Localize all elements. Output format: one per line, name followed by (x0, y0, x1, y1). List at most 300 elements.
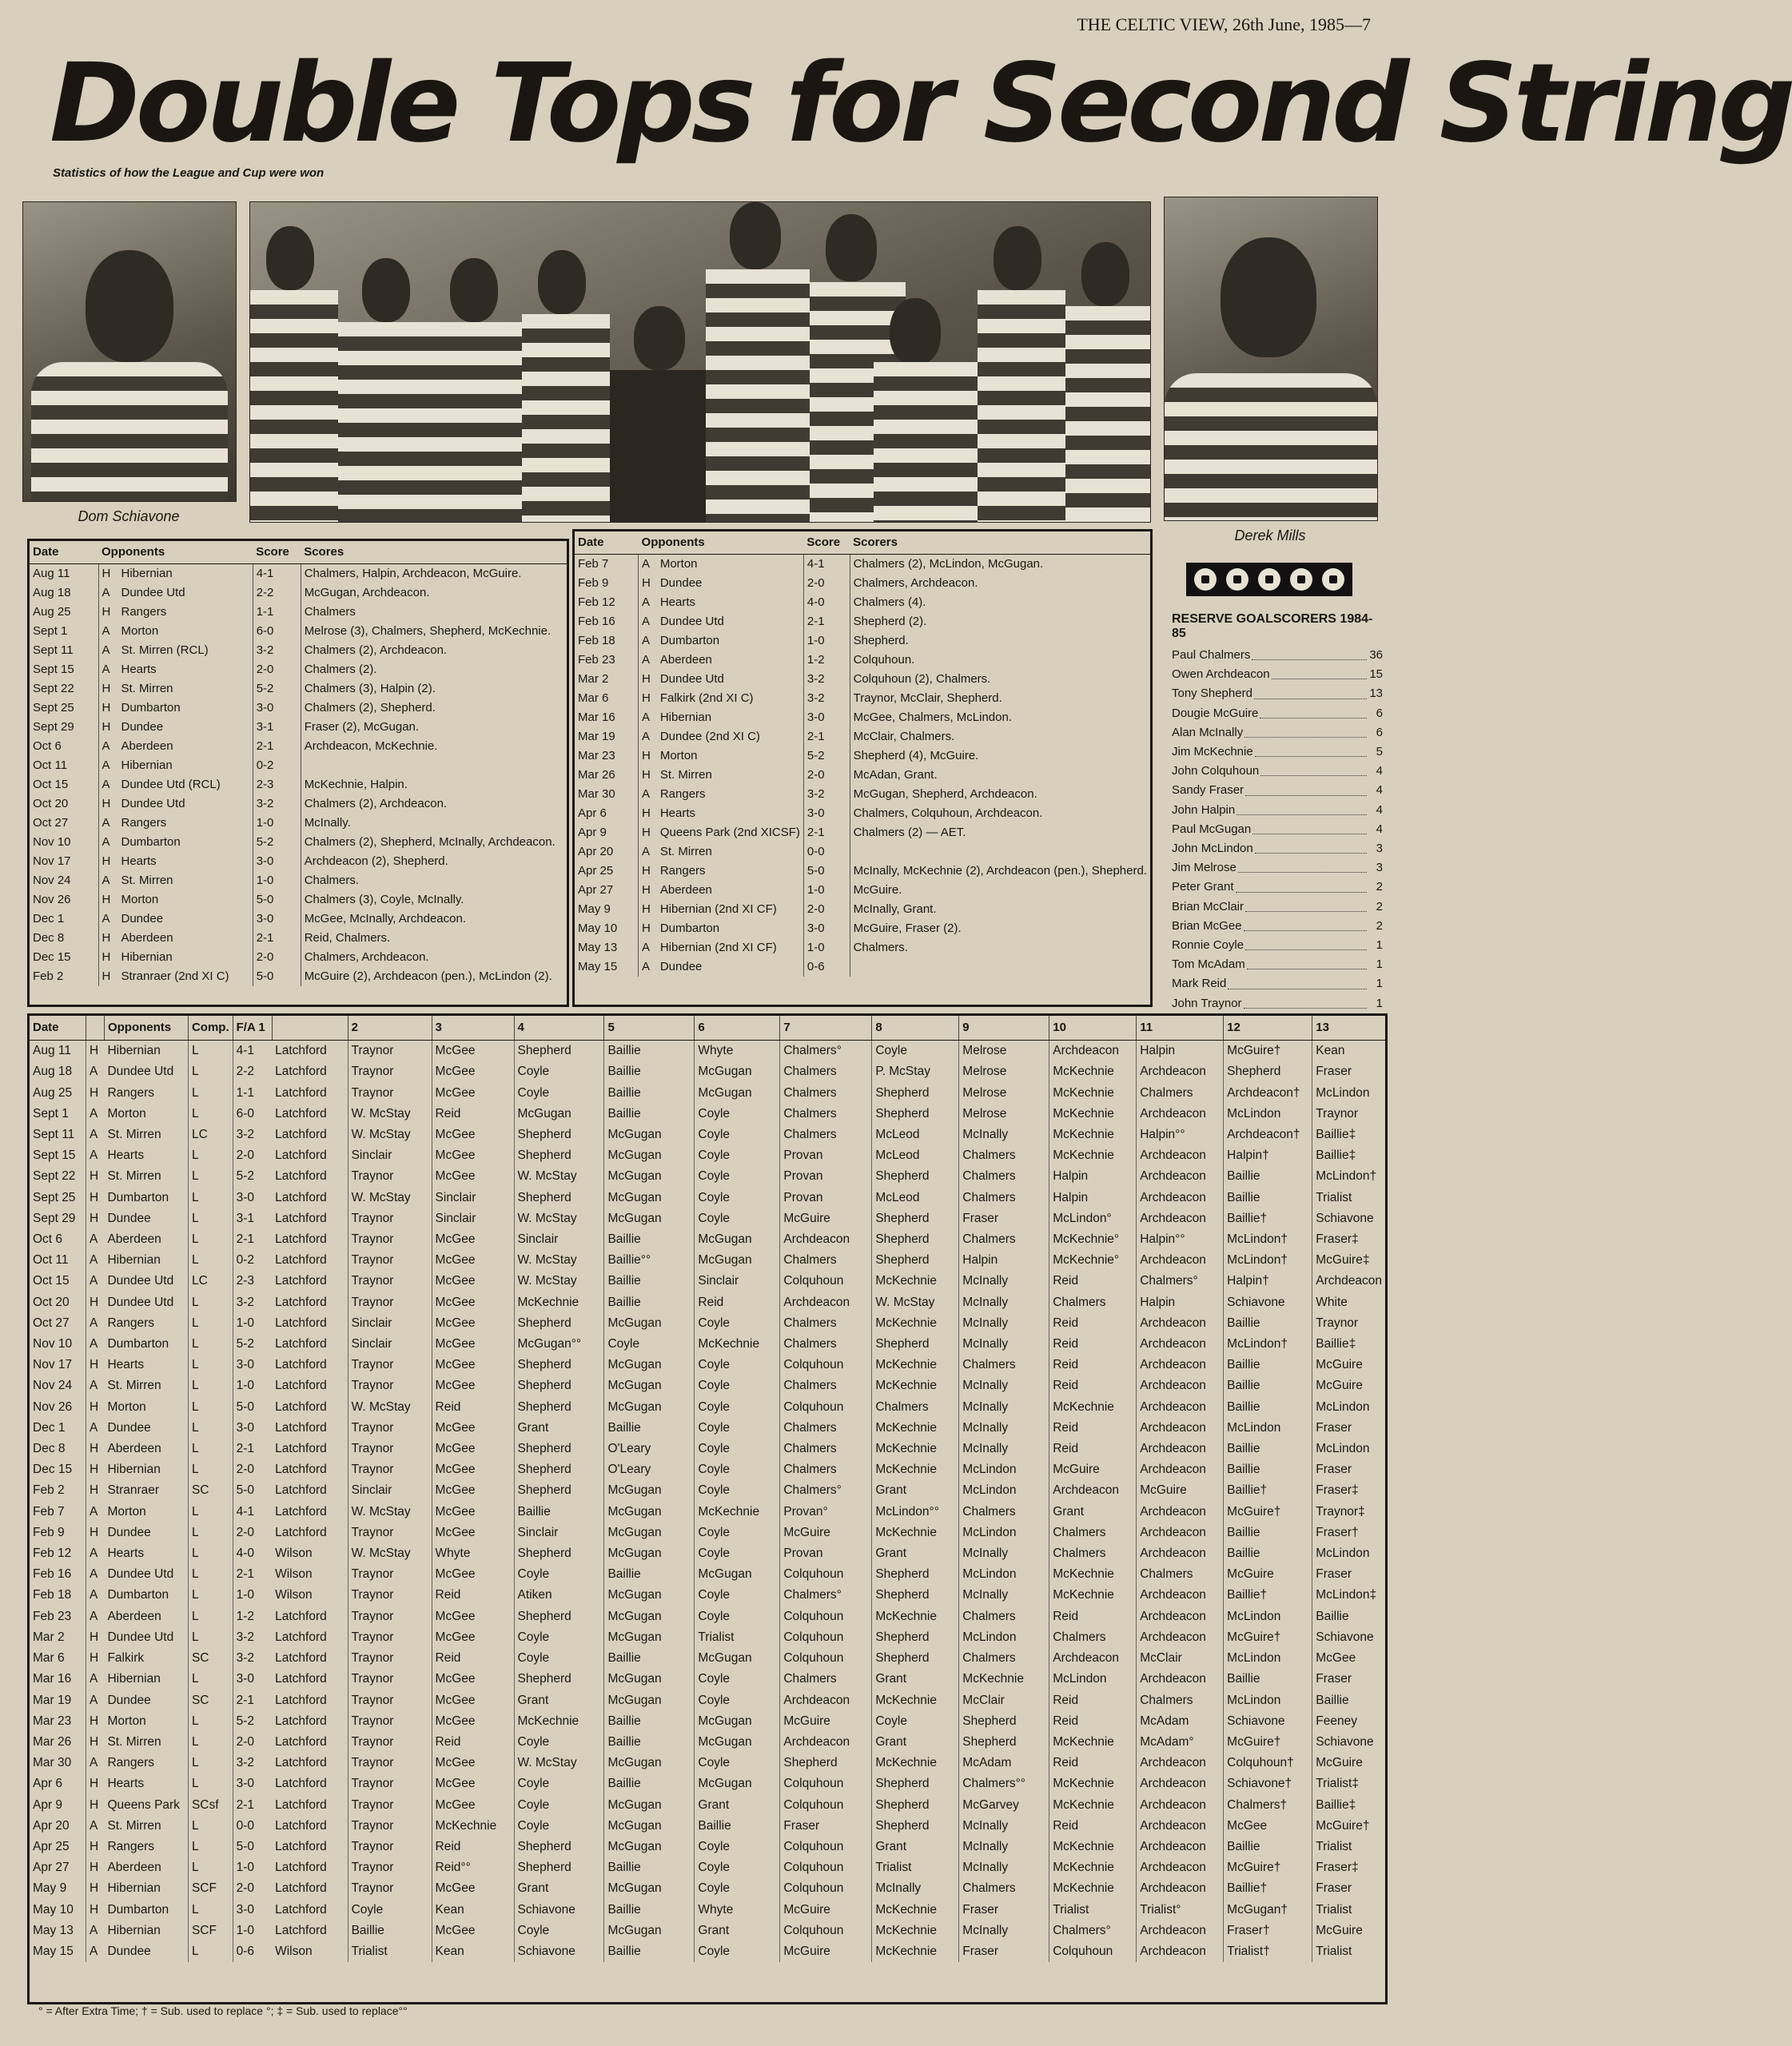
goalscorer-row (1172, 704, 1383, 723)
player-5: Baillie (604, 1900, 695, 1921)
player-5: Baillie (604, 1061, 695, 1082)
substitute-12: Chalmers† (1224, 1795, 1312, 1816)
lineup-row (30, 1837, 1385, 1857)
player-2: Traynor (348, 1837, 432, 1857)
player-4: Coyle (514, 1816, 604, 1837)
leader-dots (1236, 878, 1367, 892)
player-8: Shepherd (872, 1104, 959, 1125)
player-5: McGugan (604, 1355, 695, 1375)
player-4: Grant (514, 1878, 604, 1899)
player-10: McKechnie (1049, 1061, 1137, 1082)
player-9: McInally (959, 1585, 1049, 1606)
player-6: Grant (695, 1921, 780, 1941)
match-date: Apr 6 (578, 806, 607, 820)
opponent: Dumbarton (659, 634, 720, 647)
player-4: Shepherd (514, 1313, 604, 1334)
lineup-row (30, 1502, 1385, 1523)
score: 5-0 (803, 862, 850, 881)
player-2: Traynor (348, 1523, 432, 1543)
player-6: Coyle (695, 1585, 780, 1606)
player-2: Traynor (348, 1418, 432, 1439)
lineup-row (30, 1145, 1385, 1166)
player-10: Reid (1049, 1271, 1137, 1292)
player-10: McKechnie (1049, 1083, 1137, 1104)
venue: A (98, 833, 118, 852)
venue: H (639, 862, 657, 881)
result-row (575, 727, 1150, 746)
player-8: Shepherd (872, 1229, 959, 1250)
match-date: Mar 26 (578, 768, 615, 782)
opponent: Hearts (107, 1777, 145, 1791)
match-date: May 9 (33, 1881, 67, 1896)
venue: A (98, 756, 118, 775)
substitute-13: Fraser‡ (1312, 1229, 1385, 1250)
goal-count: 6 (1376, 706, 1383, 720)
player-2: Traynor (348, 1271, 432, 1292)
player-5: Baillie (604, 1564, 695, 1585)
player-3: McGee (432, 1669, 514, 1690)
result-row (575, 555, 1150, 575)
lineup-row (30, 1480, 1385, 1501)
score: 3-2 (233, 1648, 272, 1669)
opponent: Aberdeen (107, 1442, 161, 1456)
opponent: Stranraer (107, 1483, 160, 1498)
goalscorer-name: Jim McKechnie (1172, 745, 1253, 759)
goalscorer-name: Paul Chalmers (1172, 648, 1251, 662)
match-date: Apr 20 (33, 1818, 70, 1833)
player-5: McGugan (604, 1145, 695, 1166)
player-1: Wilson (275, 1546, 313, 1561)
lineup-row (30, 1250, 1385, 1271)
venue: A (86, 1125, 104, 1145)
venue: A (86, 1753, 104, 1773)
player-10: McKechnie (1049, 1795, 1137, 1816)
opponent: Morton (107, 1504, 146, 1519)
goalscorers: Chalmers (2). (301, 660, 567, 679)
player-11: Archdeacon (1137, 1837, 1224, 1857)
substitute-13: Baillie‡ (1312, 1795, 1385, 1816)
match-date: Mar 26 (33, 1734, 72, 1749)
football-decoration (1186, 563, 1352, 596)
substitute-13: McLindon† (1312, 1166, 1385, 1187)
player-10: Reid (1049, 1334, 1137, 1355)
score: 2-0 (233, 1145, 272, 1166)
substitute-13: Fraser (1312, 1459, 1385, 1480)
lineup-row (30, 1564, 1385, 1585)
player-1: Latchford (275, 1525, 327, 1539)
score: 5-2 (233, 1334, 272, 1355)
opponent: Dundee (659, 576, 703, 590)
goalscorers: Chalmers (2), Archdeacon. (301, 794, 567, 814)
player-10: McKechnie (1049, 1732, 1137, 1753)
goalscorer-row (1172, 936, 1383, 955)
substitute-13: Trialist (1312, 1837, 1385, 1857)
goal-count: 4 (1376, 783, 1383, 798)
lineup-row (30, 1900, 1385, 1921)
competition: L (188, 1502, 233, 1523)
venue: A (639, 842, 657, 862)
score: 5-2 (233, 1711, 272, 1732)
opponent: Dundee (121, 912, 164, 925)
leader-dots (1260, 704, 1367, 718)
player-5: McGugan (604, 1690, 695, 1711)
opponent: Rangers (107, 1756, 155, 1770)
photo-caption-left: Dom Schiavone (78, 508, 180, 524)
player-10: Reid (1049, 1816, 1137, 1837)
substitute-13: White (1312, 1292, 1385, 1313)
opponent: Dundee (121, 720, 164, 734)
competition: L (188, 1900, 233, 1921)
score: 2-0 (803, 574, 850, 593)
lineup-column-header: 6 (695, 1016, 780, 1041)
player-1: Latchford (275, 1169, 327, 1184)
player-5: McGugan (604, 1502, 695, 1523)
player-photo-right (1164, 197, 1378, 521)
substitute-12: Colquhoun† (1224, 1753, 1312, 1773)
player-5: McGugan (604, 1753, 695, 1773)
player-2: Traynor (348, 1690, 432, 1711)
match-date: Oct 6 (33, 1232, 63, 1247)
substitute-12: Baillie† (1224, 1585, 1312, 1606)
venue: A (86, 1334, 104, 1355)
score: 3-1 (253, 718, 301, 737)
lineup-row (30, 1627, 1385, 1648)
player-7: Chalmers° (780, 1480, 872, 1501)
player-10: Reid (1049, 1690, 1137, 1711)
score: 3-2 (233, 1292, 272, 1313)
result-row (575, 612, 1150, 631)
opponent: Dumbarton (121, 701, 181, 715)
player-3: McGee (432, 1753, 514, 1773)
match-date: Aug 25 (33, 605, 71, 619)
player-9: Shepherd (959, 1711, 1049, 1732)
player-8: Shepherd (872, 1627, 959, 1648)
player-11: McAdam (1137, 1711, 1224, 1732)
player-1: Latchford (275, 1211, 327, 1225)
score: 1-0 (253, 814, 301, 833)
venue: A (86, 1229, 104, 1250)
opponent: Hibernian (107, 1044, 161, 1058)
opponent: Hearts (107, 1358, 145, 1372)
column-header: Date (30, 541, 98, 564)
competition: LC (188, 1125, 233, 1145)
substitute-13: Fraser (1312, 1564, 1385, 1585)
goalscorers: McGuire, Fraser (2). (850, 919, 1150, 938)
goalscorers: McInally, McKechnie (2), Archdeacon (pen.), Shepherd. (850, 862, 1150, 881)
player-1: Latchford (275, 1065, 327, 1079)
lineup-row (30, 1816, 1385, 1837)
substitute-12: McGuire† (1224, 1502, 1312, 1523)
player-7: Chalmers (780, 1418, 872, 1439)
opponent: Hibernian (107, 1881, 161, 1896)
player-10: Reid (1049, 1606, 1137, 1627)
substitute-13: Archdeacon (1312, 1271, 1385, 1292)
player-9: McInally (959, 1125, 1049, 1145)
player-11: Archdeacon (1137, 1816, 1224, 1837)
substitute-13: Fraser (1312, 1669, 1385, 1690)
score: 1-1 (233, 1083, 272, 1104)
player-6: Coyle (695, 1208, 780, 1229)
lineup-row (30, 1585, 1385, 1606)
player-1: Latchford (275, 1881, 327, 1896)
player-1: Latchford (275, 1839, 327, 1853)
competition: L (188, 1061, 233, 1082)
substitute-13: Baillie (1312, 1690, 1385, 1711)
substitute-13: McGee (1312, 1648, 1385, 1669)
lineup-column-header (86, 1016, 104, 1041)
player-5: McGugan (604, 1669, 695, 1690)
player-3: McGee (432, 1921, 514, 1941)
player-7: Chalmers (780, 1375, 872, 1396)
leader-dots (1238, 858, 1367, 873)
football-icon (1322, 568, 1344, 591)
score: 4-1 (803, 555, 850, 575)
player-10: McKechnie (1049, 1145, 1137, 1166)
score: 3-2 (803, 785, 850, 804)
match-date: Dec 15 (33, 1463, 73, 1477)
player-8: Shepherd (872, 1166, 959, 1187)
opponent: Aberdeen (107, 1232, 161, 1247)
player-1: Latchford (275, 1504, 327, 1519)
match-date: Mar 16 (578, 711, 615, 724)
player-2: Traynor (348, 1208, 432, 1229)
goalscorers: Chalmers, Halpin, Archdeacon, McGuire. (301, 564, 567, 584)
player-5: O'Leary (604, 1439, 695, 1459)
match-date: May 10 (33, 1902, 74, 1917)
player-4: Shepherd (514, 1397, 604, 1418)
player-9: Chalmers (959, 1502, 1049, 1523)
player-3: McGee (432, 1375, 514, 1396)
player-10: McKechnie (1049, 1585, 1137, 1606)
substitute-13: McGuire‡ (1312, 1250, 1385, 1271)
result-row (575, 919, 1150, 938)
player-7: Archdeacon (780, 1229, 872, 1250)
player-1: Wilson (275, 1588, 313, 1602)
player-9: Halpin (959, 1250, 1049, 1271)
score: 3-0 (233, 1355, 272, 1375)
goalscorers: Chalmers (3), Halpin (2). (301, 679, 567, 699)
player-8: McKechnie (872, 1439, 959, 1459)
substitute-12: Baillie (1224, 1837, 1312, 1857)
score: 2-0 (253, 948, 301, 967)
venue: A (639, 727, 657, 746)
player-1: Latchford (275, 1295, 327, 1309)
score: 2-2 (253, 583, 301, 603)
goalscorers: Archdeacon, McKechnie. (301, 737, 567, 756)
player-1: Latchford (275, 1442, 327, 1456)
player-7: Shepherd (780, 1753, 872, 1773)
result-row (30, 756, 567, 775)
result-row (30, 622, 567, 641)
lineup-column-header: 9 (959, 1016, 1049, 1041)
venue: H (86, 1439, 104, 1459)
leader-dots (1236, 801, 1367, 815)
competition: L (188, 1459, 233, 1480)
player-4: McKechnie (514, 1711, 604, 1732)
opponent: Hibernian (2nd XI CF) (659, 941, 777, 954)
opponent: Dumbarton (107, 1190, 169, 1204)
player-11: Archdeacon (1137, 1502, 1224, 1523)
lineup-row (30, 1690, 1385, 1711)
lineup-column-header: 13 (1312, 1016, 1385, 1041)
player-11: Trialist° (1137, 1900, 1224, 1921)
goalscorer-row (1172, 646, 1383, 665)
competition: L (188, 1083, 233, 1104)
player-2: W. McStay (348, 1104, 432, 1125)
player-8: Grant (872, 1543, 959, 1564)
player-4: Shepherd (514, 1375, 604, 1396)
score: 0-6 (803, 957, 850, 977)
player-1: Latchford (275, 1672, 327, 1686)
player-6: Coyle (695, 1941, 780, 1962)
goalscorers: Fraser (2), McGugan. (301, 718, 567, 737)
result-row (30, 929, 567, 948)
score: 4-0 (233, 1543, 272, 1564)
goalscorer-row (1172, 820, 1383, 839)
venue: H (98, 794, 118, 814)
player-7: Colquhoun (780, 1355, 872, 1375)
competition: SCF (188, 1921, 233, 1941)
venue: A (639, 612, 657, 631)
result-row (30, 583, 567, 603)
opponent: Falkirk (107, 1651, 145, 1666)
match-date: Sept 29 (33, 720, 74, 734)
player-9: McLindon (959, 1564, 1049, 1585)
goal-count: 2 (1376, 918, 1383, 933)
player-1: Latchford (275, 1797, 327, 1812)
player-7: Provan° (780, 1502, 872, 1523)
substitute-13: Traynor‡ (1312, 1502, 1385, 1523)
player-1: Latchford (275, 1630, 327, 1644)
opponent: Dundee Utd (107, 1274, 174, 1288)
column-header: Scorers (850, 531, 1150, 555)
player-10: Trialist (1049, 1900, 1137, 1921)
player-11: Halpin°° (1137, 1125, 1224, 1145)
score: 3-0 (253, 910, 301, 929)
venue: H (86, 1480, 104, 1501)
match-date: Aug 18 (33, 1065, 73, 1079)
player-6: Coyle (695, 1188, 780, 1208)
lineup-column-header: Date (30, 1016, 86, 1041)
lineup-column-header: 3 (432, 1016, 514, 1041)
opponent: Dundee (107, 1693, 151, 1707)
goalscorer-name: Jim Melrose (1172, 861, 1236, 875)
opponent: Rangers (659, 787, 706, 801)
player-10: Archdeacon (1049, 1648, 1137, 1669)
match-date: Nov 24 (33, 1379, 73, 1393)
substitute-12: McGugan† (1224, 1900, 1312, 1921)
venue: H (86, 1166, 104, 1187)
player-9: McGarvey (959, 1795, 1049, 1816)
lineup-column-header (272, 1016, 348, 1041)
player-11: Archdeacon (1137, 1418, 1224, 1439)
lineup-column-header: F/A 1 (233, 1016, 272, 1041)
goalscorer-row (1172, 917, 1383, 936)
player-1: Latchford (275, 1232, 327, 1247)
score: 5-2 (253, 679, 301, 699)
score: 3-0 (233, 1900, 272, 1921)
opponent: Dundee Utd (107, 1065, 174, 1079)
player-8: Trialist (872, 1857, 959, 1878)
player-7: McGuire (780, 1711, 872, 1732)
player-2: Sinclair (348, 1145, 432, 1166)
score: 2-1 (253, 737, 301, 756)
opponent: Hearts (659, 595, 696, 609)
venue: A (98, 910, 118, 929)
score: 2-0 (803, 766, 850, 785)
result-row (30, 910, 567, 929)
player-6: Whyte (695, 1041, 780, 1062)
goalscorer-name: Owen Archdeacon (1172, 667, 1270, 682)
player-4: Shepherd (514, 1041, 604, 1062)
score: 1-0 (233, 1375, 272, 1396)
player-4: Coyle (514, 1627, 604, 1648)
venue: A (86, 1941, 104, 1962)
score: 5-2 (233, 1166, 272, 1187)
venue: H (86, 1355, 104, 1375)
opponent: Morton (107, 1106, 146, 1121)
score: 5-2 (253, 833, 301, 852)
venue: A (98, 814, 118, 833)
substitute-12: Baillie (1224, 1439, 1312, 1459)
leader-dots (1244, 917, 1367, 931)
player-9: Chalmers (959, 1878, 1049, 1899)
player-10: McKechnie (1049, 1564, 1137, 1585)
player-2: Traynor (348, 1083, 432, 1104)
player-3: McGee (432, 1229, 514, 1250)
lineup-row (30, 1397, 1385, 1418)
player-10: McKechnie (1049, 1837, 1137, 1857)
venue: H (98, 564, 118, 584)
player-6: Coyle (695, 1439, 780, 1459)
player-9: Chalmers°° (959, 1773, 1049, 1794)
score: 5-0 (233, 1397, 272, 1418)
player-8: McKechnie (872, 1459, 959, 1480)
player-9: McInally (959, 1418, 1049, 1439)
opponent: Rangers (121, 816, 167, 830)
player-8: McKechnie (872, 1313, 959, 1334)
column-header: Date (575, 531, 639, 555)
venue: A (639, 708, 657, 727)
score: 2-0 (233, 1878, 272, 1899)
player-9: Chalmers (959, 1606, 1049, 1627)
substitute-13: McGuire (1312, 1753, 1385, 1773)
goal-count: 2 (1376, 899, 1383, 914)
opponent: Hearts (121, 663, 157, 676)
player-4: Schiavone (514, 1941, 604, 1962)
player-4: Shepherd (514, 1439, 604, 1459)
opponent: Aberdeen (659, 653, 712, 667)
player-1: Latchford (275, 1714, 327, 1728)
substitute-13: Traynor (1312, 1104, 1385, 1125)
leader-dots (1244, 994, 1367, 1009)
player-3: McGee (432, 1292, 514, 1313)
player-1: Latchford (275, 1693, 327, 1707)
player-4: Coyle (514, 1773, 604, 1794)
player-7: Chalmers (780, 1334, 872, 1355)
result-row (575, 708, 1150, 727)
player-7: Chalmers° (780, 1041, 872, 1062)
player-8: McKechnie (872, 1271, 959, 1292)
player-6: Coyle (695, 1104, 780, 1125)
opponent: Hibernian (107, 1923, 161, 1937)
match-date: Feb 16 (33, 1567, 72, 1582)
player-9: McKechnie (959, 1669, 1049, 1690)
match-date: Feb 9 (33, 1525, 65, 1539)
match-date: Apr 20 (578, 845, 614, 858)
result-row (30, 775, 567, 794)
lineup-column-header: 8 (872, 1016, 959, 1041)
